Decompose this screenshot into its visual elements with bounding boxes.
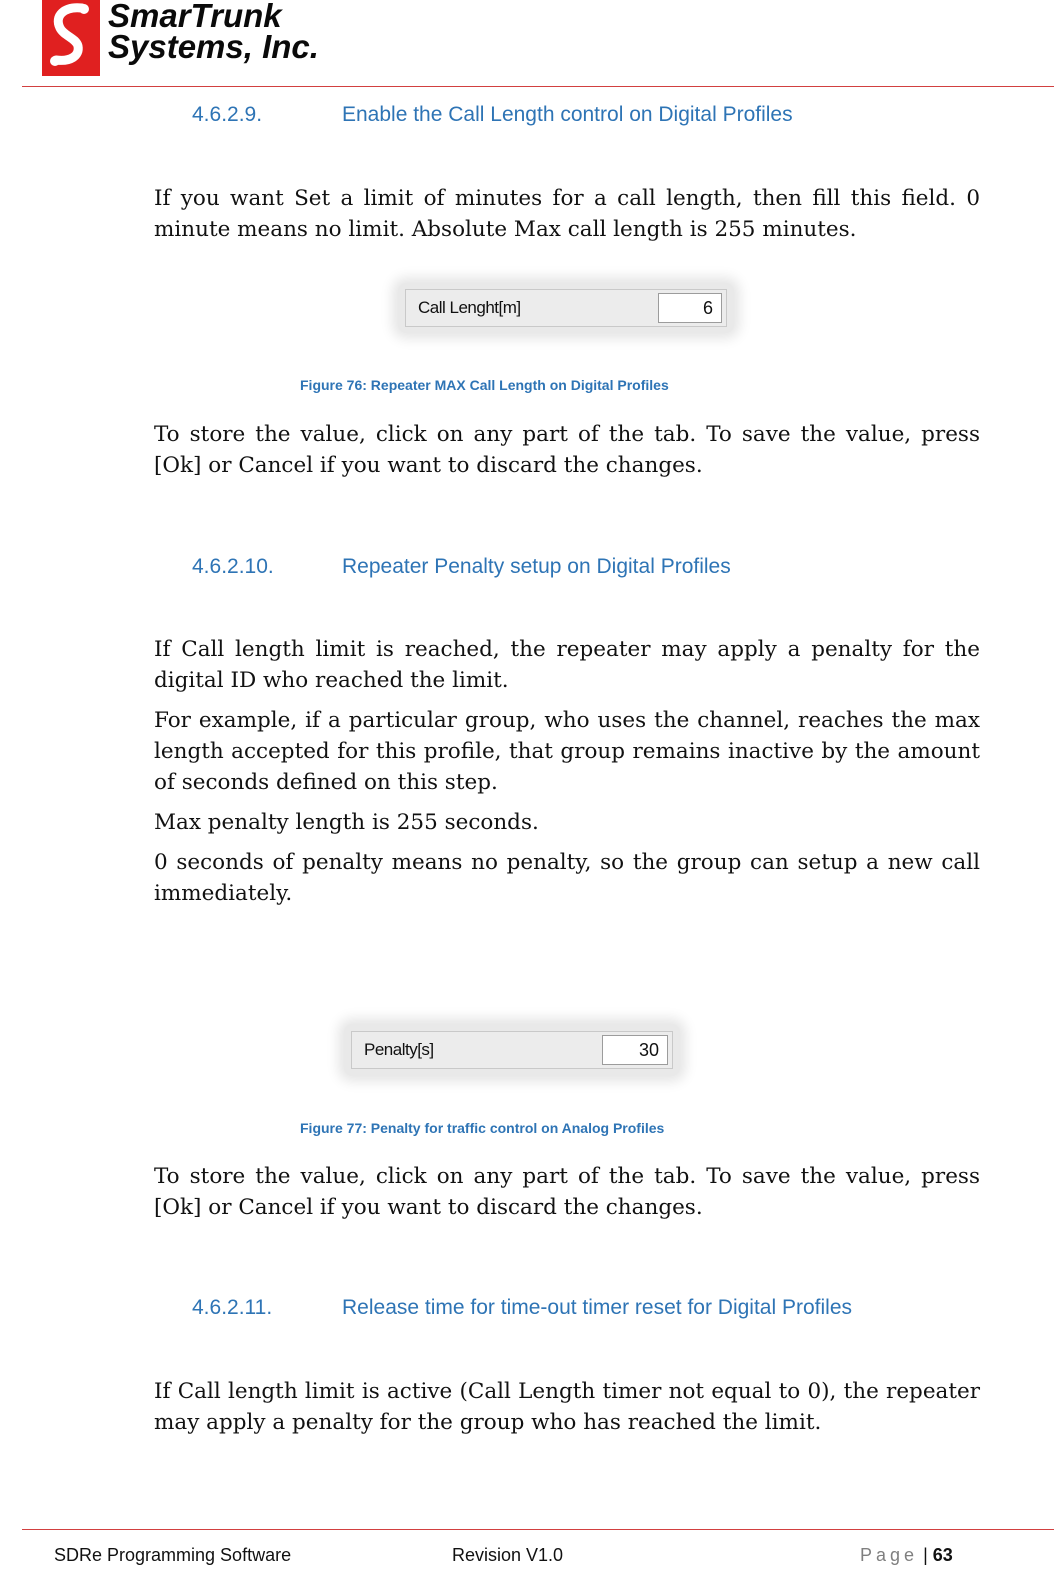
section-heading-4-6-2-11 <box>192 1296 992 1326</box>
footer-doc-name: SDRe Programming Software <box>54 1545 292 1565</box>
section-body <box>154 419 980 490</box>
call-length-field <box>405 289 727 327</box>
call-length-label: Call Lenght[m] <box>418 298 521 317</box>
footer-page <box>860 1545 953 1566</box>
penalty-input[interactable]: 30 <box>602 1035 668 1065</box>
smartrunk-s-logo-icon <box>42 0 100 76</box>
logo-line-1: SmarTrunk <box>108 0 282 34</box>
section-body <box>154 1376 980 1447</box>
paragraph: If you want Set a limit of minutes for a call length, then fill this field. 0 minute means no limit. Absolute Max call length is 255 minutes. <box>154 186 980 242</box>
paragraph: To store the value, click on any part of the tab. To save the value, press [Ok] or Cancel if you want to discard the changes. <box>154 422 980 478</box>
section-heading-4-6-2-9 <box>192 103 992 133</box>
section-number: 4.6.2.10. <box>192 555 274 578</box>
section-body <box>154 1161 980 1232</box>
section-body <box>154 183 980 254</box>
paragraph: Max penalty length is 255 seconds. <box>154 810 539 835</box>
footer-revision: Revision V1.0 <box>452 1545 564 1565</box>
section-title: Enable the Call Length control on Digital Profiles <box>342 103 793 126</box>
paragraph: For example, if a particular group, who uses the channel, reaches the max length accepted for this profile, that group remains inactive by the amount of seconds defined on this step. <box>154 708 980 795</box>
section-heading-4-6-2-10 <box>192 555 992 585</box>
page-number: 63 <box>932 1545 953 1565</box>
paragraph: 0 seconds of penalty means no penalty, so the group can setup a new call immediately. <box>154 850 980 906</box>
penalty-label: Penalty[s] <box>364 1040 434 1059</box>
paragraph: If Call length limit is reached, the repeater may apply a penalty for the digital ID who reached the limit. <box>154 637 980 693</box>
figure-caption: Figure 76: Repeater MAX Call Length on Digital Profiles <box>300 377 669 393</box>
page-separator: | <box>923 1545 928 1565</box>
header-rule <box>22 86 1054 87</box>
section-title: Repeater Penalty setup on Digital Profiles <box>342 555 731 578</box>
section-number: 4.6.2.11. <box>192 1296 273 1319</box>
company-logo-text <box>108 0 319 65</box>
section-number: 4.6.2.9. <box>192 103 263 126</box>
paragraph: If Call length limit is active (Call Length timer not equal to 0), the repeater may apply a penalty for the group who has reached the limit. <box>154 1379 980 1435</box>
logo-line-2: Systems, Inc. <box>108 28 319 65</box>
section-body <box>154 634 980 918</box>
footer-rule <box>22 1529 1054 1530</box>
section-title: Release time for time-out timer reset for Digital Profiles <box>342 1296 852 1319</box>
call-length-input[interactable]: 6 <box>658 293 722 323</box>
figure-caption: Figure 77: Penalty for traffic control on Analog Profiles <box>300 1120 665 1136</box>
penalty-field <box>351 1031 673 1069</box>
page-label: Page <box>860 1545 919 1565</box>
paragraph: To store the value, click on any part of the tab. To save the value, press [Ok] or Cancel if you want to discard the changes. <box>154 1164 980 1220</box>
